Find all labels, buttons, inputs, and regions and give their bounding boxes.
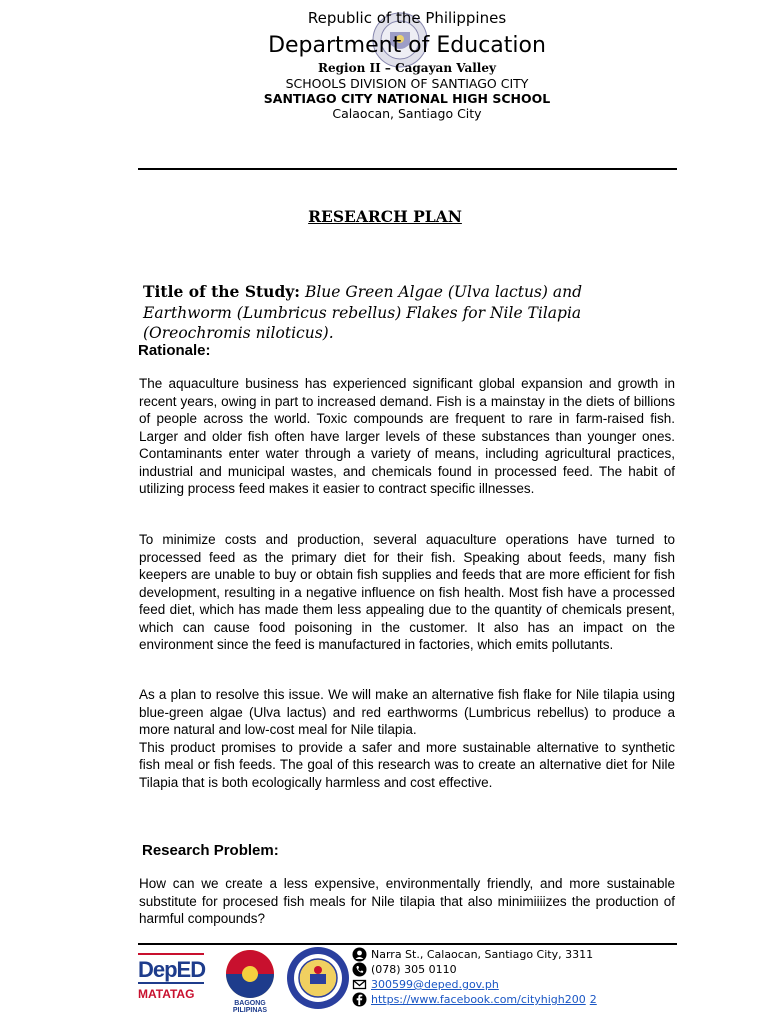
logo-stripe: [138, 982, 204, 984]
research-problem-text: How can we create a less expensive, environmentally friendly, and more sustainable substitute for procesed fish meals for Nile tilapia that also minimiiiizes the production of harmful compounds?: [139, 876, 675, 926]
matatag-logo-text: MATATAG: [138, 987, 195, 1001]
phone-icon: [352, 962, 367, 977]
contact-phone-text: (078) 305 0110: [371, 963, 457, 976]
bagong-pilipinas-logo: [217, 948, 283, 1012]
region-heading: Region II – Cagayan Valley: [318, 61, 496, 75]
school-heading: SANTIAGO CITY NATIONAL HIGH SCHOOL: [263, 91, 551, 106]
division-heading: SCHOOLS DIVISION OF SANTIAGO CITY: [285, 76, 529, 91]
contact-email: [352, 977, 499, 992]
research-problem-heading: Research Problem:: [142, 842, 279, 859]
contact-email-link[interactable]: 300599@deped.gov.ph: [371, 978, 499, 991]
rationale-heading: Rationale:: [138, 342, 211, 359]
study-title-block: [143, 282, 663, 344]
logo-stripe: [138, 953, 204, 955]
republic-heading: Republic of the Philippines: [307, 9, 507, 27]
document-title: RESEARCH PLAN: [308, 207, 462, 226]
header-divider: [138, 168, 677, 170]
rationale-paragraph: The aquaculture business has experienced significant global expansion and growth in recent years, owing in part to increased demand. Fish is a mainstay in the diets of billions of people across the world. Toxic compounds are frequent to rare in farm-raised fish. Larger and older fish often have larger levels of these substances than younger ones. Contaminants enter water through a variety of means, including agricultural practices, industrial and municipal wastes, and chemicals found in processed feed. The habit of utilizing process feed makes it easier to contract specific illnesses.: [139, 376, 675, 496]
school-seal-icon: [286, 946, 350, 1010]
bagong-pilipinas-emblem-icon: [217, 948, 283, 1000]
page-number: 2: [589, 993, 597, 1006]
department-heading: Department of Education: [268, 33, 546, 58]
rationale-paragraph: As a plan to resolve this issue. We will make an alternative fish flake for Nile tilapia using blue-green algae (Ulva lactus) and red earthworms (Lumbricus rebellus) to produce a more natural and low-cost meal for Nile tilapia. This product promises to provide a safer and more sustainable alternative to synthetic fish meal or fish feeds. The goal of this research was to create an alternative diet for Nile Tilapia that is both ecologically harmless and cost effective.: [139, 687, 675, 790]
bagong-pilipinas-label: BAGONG PILIPINAS: [232, 1000, 268, 1014]
study-title-text: Blue Green Algae (Ulva lactus) and Earthworm (Lumbricus rebellus) Flakes for Nile Tilapia (Oreochromis niloticus).: [143, 283, 583, 342]
study-title-label: Title of the Study:: [143, 282, 301, 301]
contact-phone: [352, 962, 457, 977]
deped-matatag-logo: [138, 951, 208, 1009]
contact-facebook-link[interactable]: https://www.facebook.com/cityhigh200: [371, 993, 586, 1006]
location-pin-icon: [352, 947, 367, 962]
rationale-paragraph: To minimize costs and production, several aquaculture operations have turned to processed feed as the primary diet for their fish. Speaking about feeds, many fish keepers are unable to buy or obtain fish supplies and feeds that are more efficient for fish development, resulting in a negative influence on fish health. Most fish have a processed feed diet, which has made them less appealing due to the quantity of chemicals present, which can cause food poisoning in the customer. It also has an impact on the environment since the feed is manufactured in factories, which emits pollutants.: [139, 532, 675, 652]
contact-facebook: [352, 992, 597, 1007]
facebook-icon: [352, 992, 367, 1007]
contact-address: [352, 947, 593, 962]
email-icon: [352, 977, 367, 992]
school-address: Calaocan, Santiago City: [332, 106, 482, 121]
footer-divider: [138, 943, 677, 945]
contact-address-text: Narra St., Calaocan, Santiago City, 3311: [371, 948, 594, 961]
deped-logo-text: DepED: [138, 957, 206, 982]
